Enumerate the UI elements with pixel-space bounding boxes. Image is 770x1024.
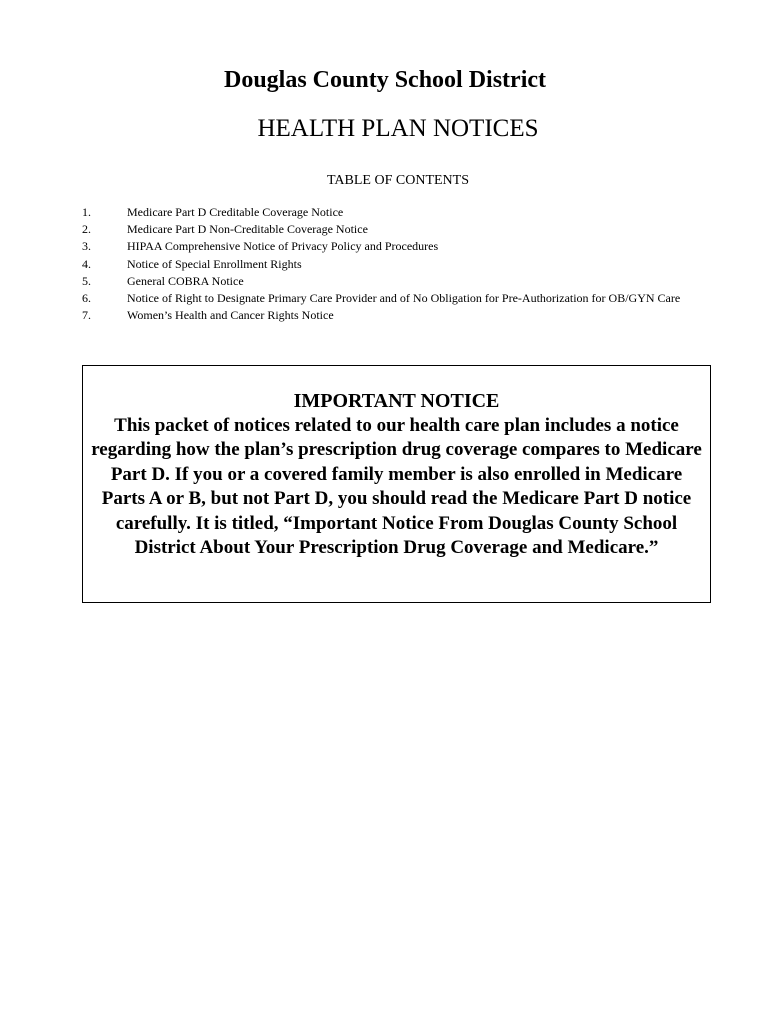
toc-heading: TABLE OF CONTENTS <box>327 173 469 188</box>
important-notice-box <box>82 365 711 603</box>
toc-item-text: General COBRA Notice <box>127 273 244 288</box>
table-of-contents <box>82 204 742 324</box>
toc-item-number: 4. <box>82 256 91 271</box>
toc-item-text: Women’s Health and Cancer Rights Notice <box>127 308 334 323</box>
toc-item-number: 3. <box>82 239 91 254</box>
toc-item-text: Medicare Part D Non-Creditable Coverage Notice <box>127 222 368 237</box>
toc-item <box>82 256 742 273</box>
toc-item-text: Medicare Part D Creditable Coverage Notice <box>127 205 344 219</box>
toc-item-number: 1. <box>82 205 91 219</box>
notice-body: This packet of notices related to our health care plan includes a notice regarding how the plan’s prescription drug coverage compares to Medicare Part D. If you or a covered family member is also enrolled in Medicare Parts A or B, but not Part D, you should read the Medicare Part D notice carefully. It is titled, “Important Notice From Douglas County School District About Your Prescription Drug Coverage and Medicare.” <box>91 415 702 559</box>
toc-item <box>82 204 742 221</box>
toc-item <box>82 238 742 255</box>
toc-item-text: Notice of Right to Designate Primary Care Provider and of No Obligation for Pre-Authorization for OB/GYN Care <box>127 290 681 305</box>
organization-title: Douglas County School District <box>223 67 547 93</box>
toc-item-number: 7. <box>82 308 91 323</box>
toc-item-number: 6. <box>82 290 91 305</box>
toc-item-number: 5. <box>82 273 91 288</box>
document-title: HEALTH PLAN NOTICES <box>257 115 539 142</box>
toc-item-number: 2. <box>82 222 91 237</box>
notice-heading: IMPORTANT NOTICE <box>293 390 500 412</box>
toc-item <box>82 290 742 307</box>
toc-item-text: HIPAA Comprehensive Notice of Privacy Policy and Procedures <box>127 239 439 254</box>
toc-item <box>82 273 742 290</box>
toc-item <box>82 221 742 238</box>
toc-item-text: Notice of Special Enrollment Rights <box>127 256 302 271</box>
toc-item <box>82 307 742 324</box>
